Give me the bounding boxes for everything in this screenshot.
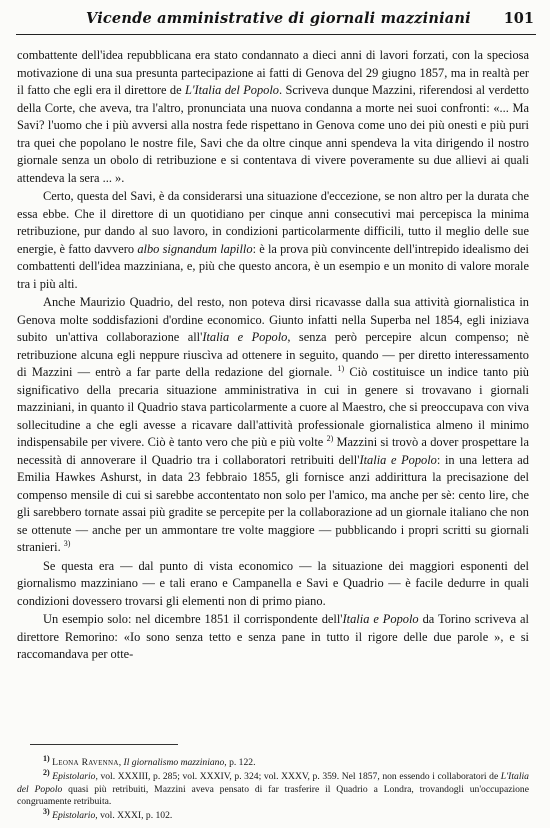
footnote-marker[interactable]: 3) — [63, 538, 71, 548]
text-run: : è la prova più convincente dell'intrepido idealismo dei combattenti dell'idea mazziniana, e, più che questo ancora, è un esempio e un monito di valore morale tra i più alti. — [17, 241, 529, 291]
italic-title: Il giornalismo mazziniano — [123, 757, 225, 768]
italic-title: Epistolario — [52, 810, 96, 822]
text-run: Se questa era — dal punto di vista economico — la situazione dei maggiori esponenti del giornalismo mazziniano — e tali erano e Campanella e Savi e Quadrio — è facile dedurre in quali condizioni dovessero trovarsi gli elementi non di primo piano. — [17, 558, 529, 608]
paragraph-5 — [17, 611, 529, 664]
page-number: 101 — [503, 10, 534, 27]
italic-title: L'Italia del Popolo — [17, 770, 529, 795]
text-run: , vol. XXXIII, p. 285; vol. XXXIV, p. 324; vol. XXXV, p. 359. Nel 1857, non essendo i collaboratori de — [95, 770, 501, 782]
footnote-number: 1) — [43, 753, 50, 763]
main-text — [17, 47, 529, 664]
footnote-divider — [30, 744, 178, 745]
italic-title: Italia e Popolo — [359, 452, 437, 467]
text-run: Ciò costituisce un indice tanto più significativo della precaria situazione amministrativa in cui in genere si trovavano i giornali mazziniani, in quanto il Quadrio stava particolarmente a cuore al Maestro, che si preoccupava con viva sollecitudine a che egli avesse a ricavare dall'attività professionale giornalistica almeno il minimo indispensabile per vivere. Ciò è tanto vero che più e più volte — [17, 365, 529, 449]
text-run: Mazzini si trovò a dover prospettare la necessità di annoverare il Quadrio tra i collaboratori retribuiti dell' — [17, 435, 529, 467]
running-title: Vicende amministrative di giornali mazziniani — [86, 10, 471, 27]
text-run: , — [118, 757, 124, 768]
text-run: da Torino scriveva al direttore Remorino: «Io sono senza tetto e senza pane in tutto il rigore delle due parole », e si raccomandava per otte- — [17, 612, 529, 661]
footnote-3 — [17, 807, 529, 823]
footnote-author: Leona Ravenna — [52, 757, 119, 768]
footnote-number: 3) — [43, 807, 50, 816]
text-run: combattente dell'idea repubblicana era stato condannato a dieci anni di lavori forzati, con la speciosa motivazione di una sua presunta partecipazione ai fatti di Genova del 29 giugno 1857, ma in realtà per il fatto che egli era il direttore de — [17, 48, 529, 97]
text-run: . Scriveva dunque Mazzini, riferendosi al verdetto della Corte, che aveva, tra l'altro, pronunciata una nuova condanna a morte nei suoi confronti: «... Ma Savi? l'uomo che i più avversi alla nostra fede rispettano in Genova come uno dei più onesti e più puri tra quei che popolano le nostre file, Savi che da oltre cinque anni spendeva la vita dirigendo il nostro giornale senza un obolo di retribuzione e si contentava di vivere poveramente su due allievi ai quali attendeva la sera ... ». — [17, 83, 529, 185]
footnote-number: 2) — [43, 767, 50, 777]
italic-title: Epistolario — [52, 770, 96, 782]
text-run: , senza però percepire alcun compenso; nè retribuzione alcuna egli neppure riuscìva ad ottenere in seguito, quando — per diretto interessamento di Mazzini — entrò a far parte della redazione del giornale. — [17, 330, 530, 379]
italic-title: Italia e Popolo — [202, 330, 288, 344]
footnote-marker[interactable]: 1) — [337, 363, 345, 373]
text-run: , p. 122. — [224, 757, 256, 768]
footnote-1 — [17, 753, 529, 770]
text-run: Certo, questa del Savi, è da considerarsi una situazione d'eccezione, se non altro per la durata che essa ebbe. Che il direttore di un quotidiano per cinque anni consecutivi mai percepisca la minima retribuzione, pur dando al suo lavoro, in condizioni particolarmente difficili, tutto il meglio delle sue energie, è fatto davvero — [17, 189, 529, 256]
text-run: Un esempio solo: nel dicembre 1851 il corrispondente dell' — [43, 612, 343, 626]
paragraph-2 — [17, 188, 529, 293]
paragraph-3 — [17, 294, 529, 557]
footnote-2 — [17, 767, 529, 809]
running-header — [16, 4, 536, 35]
text-run: Anche Maurizio Quadrio, del resto, non poteva dirsi ricavasse dalla sua attività giornalistica in Genova molte soddisfazioni d'ordine economico. Giunto infatti nella Superba nel 1854, egli iniziava subito un'attiva collaborazione all' — [17, 295, 529, 344]
footnote-marker[interactable]: 2) — [326, 433, 334, 443]
text-run: , vol. XXXI, p. 102. — [95, 810, 173, 822]
italic-phrase: albo signandum lapillo — [137, 241, 253, 256]
text-run: quasi più retribuiti, Mazzini aveva pensato di far trasferire il Quadrio a Londra, trovandogli un'occupazione congruamente retribuita. — [17, 783, 529, 808]
italic-title: Italia e Popolo — [342, 612, 419, 626]
paragraph-4 — [17, 558, 529, 611]
footnotes — [17, 753, 529, 824]
text-run: : in una lettera ad Emilia Hawkes Ashurst, in data 23 febbraio 1855, gli fornisce anzi addirittura la precisazione del compenso mensile di cui si sarebbe accontentato non solo per l'amico, ma anche per sè: cento lire, che gli sarebbero tornate assai più gradite se percepite per la collaborazione ad un giornale italiano che non se ottenute — anche per un ammontare tre volte maggiore — pubblicando i propri scritti su giornali stranieri. — [17, 452, 529, 554]
paragraph-1 — [17, 47, 529, 187]
italic-title: L'Italia del Popolo — [184, 83, 279, 97]
